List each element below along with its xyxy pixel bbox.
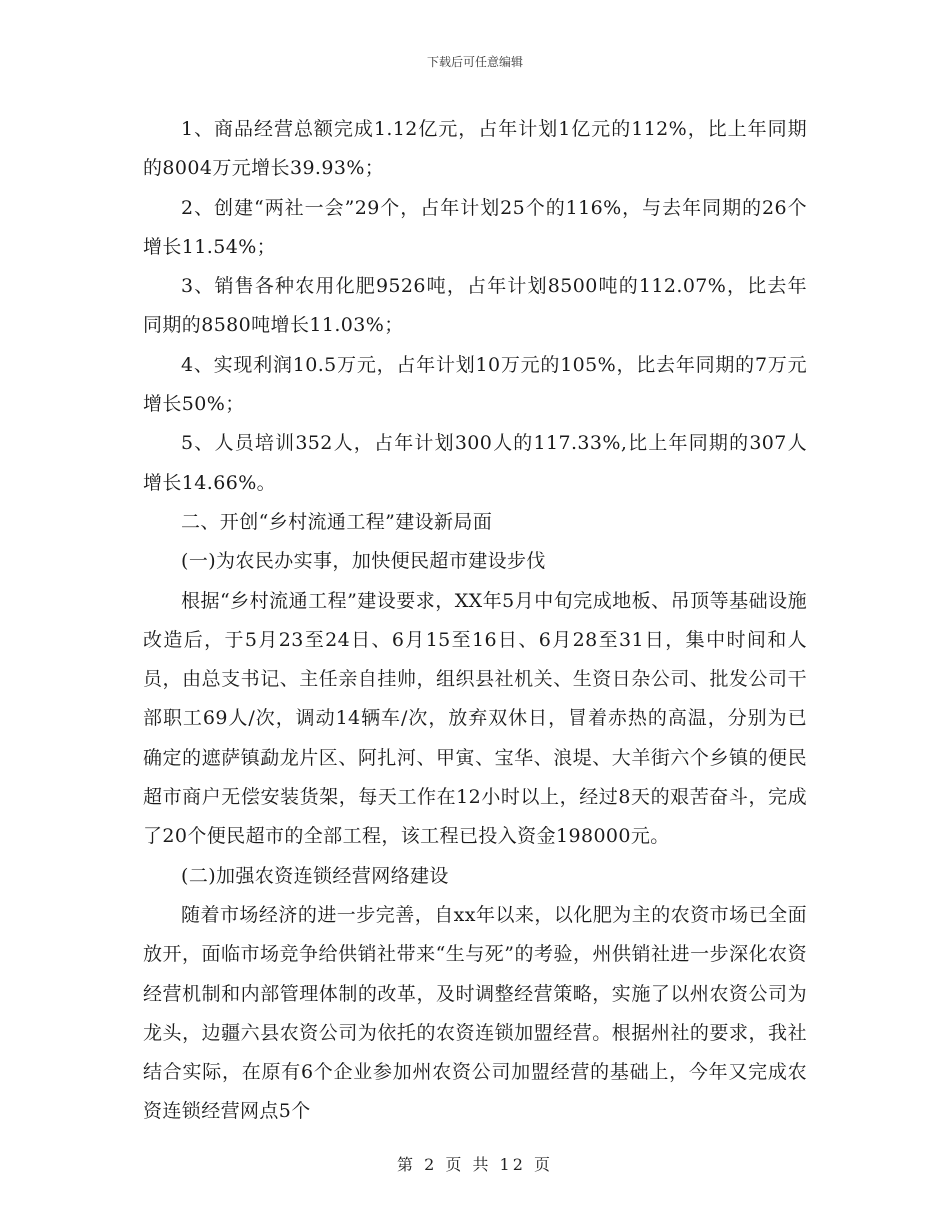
document-body: [143, 110, 807, 1132]
paragraph-item-4: 4、实现利润10.5万元，占年计划10万元的105%，比去年同期的7万元增长50%；: [143, 353, 807, 416]
section-heading-2: 二、开创“乡村流通工程”建设新局面: [181, 510, 493, 533]
body-paragraph-2: 随着市场经济的进一步完善，自xx年以来，以化肥为主的农资市场已全面放开，面临市场竞争给供销社带来“生与死”的考验，州供销社进一步深化农资经营机制和内部管理体制的改革，及时调整经营策略，实施了以州农资公司为龙头，边疆六县农资公司为依托的农资连锁加盟经营。根据州社的要求，我社结合实际，在原有6个企业参加州农资公司加盟经营的基础上，今年又完成农资连锁经营网点5个: [143, 903, 807, 1123]
subsection-heading-1: (一)为农民办实事，加快便民超市建设步伐: [181, 550, 546, 573]
paragraph-item-5: 5、人员培训352人，占年计划300人的117.33%,比上年同期的307人增长14.66%。: [143, 432, 807, 494]
page-header: 下载后可任意编辑: [426, 55, 523, 69]
subsection-heading-2: (二)加强农资连锁经营网络建设: [181, 864, 449, 887]
body-paragraph-1: 根据“乡村流通工程”建设要求，XX年5月中旬完成地板、吊顶等基础设施改造后，于5月23至24日、6月15至16日、6月28至31日，集中时间和人员，由总支书记、主任亲自挂帅，组织县社机关、生资日杂公司、批发公司干部职工69人/次，调动14辆车/次，放弃双休日，冒着赤热的高温，分别为已确定的遮萨镇勐龙片区、阿扎河、甲寅、宝华、浪堤、大羊街六个乡镇的便民超市商户无偿安装货架，每天工作在12小时以上，经过8天的艰苦奋斗，完成了20个便民超市的全部工程，该工程已投入资金198000元。: [143, 589, 807, 848]
paragraph-item-3: 3、销售各种农用化肥9526吨，占年计划8500吨的112.07%，比去年同期的8580吨增长11.03%；: [143, 275, 807, 337]
paragraph-item-2: 2、创建“两社一会”29个，占年计划25个的116%，与去年同期的26个增长11.54%；: [143, 196, 807, 258]
page-footer: 第 2 页 共 12 页: [397, 1155, 553, 1174]
paragraph-item-1: 1、商品经营总额完成1.12亿元，占年计划1亿元的112%，比上年同期的8004万元增长39.93%；: [143, 118, 807, 180]
